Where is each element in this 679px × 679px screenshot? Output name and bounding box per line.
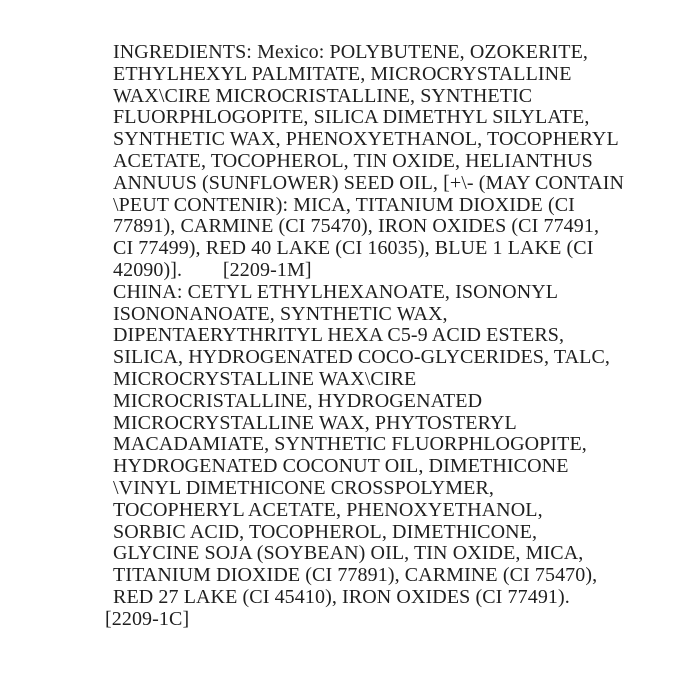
ingredients-line: MICROCRYSTALLINE WAX\CIRE (113, 367, 417, 390)
ingredients-line-china-section-start: CHINA: CETYL ETHYLHEXANOATE, ISONONYL (113, 280, 559, 303)
ingredients-line: CI 77499), RED 40 LAKE (CI 16035), BLUE 1 LAKE (CI (113, 237, 594, 260)
ingredients-line: WAX\CIRE MICROCRISTALLINE, SYNTHETIC (113, 84, 533, 107)
ingredients-line: \VINYL DIMETHICONE CROSSPOLYMER, (113, 476, 495, 499)
ingredients-text-block (105, 41, 633, 631)
ingredients-line: RED 27 LAKE (CI 45410), IRON OXIDES (CI 77491). (113, 585, 570, 608)
ingredients-line: SILICA, HYDROGENATED COCO-GLYCERIDES, TALC, (113, 346, 610, 369)
ingredients-line: MICROCRISTALLINE, HYDROGENATED (113, 389, 483, 412)
ingredients-line-china-batch-code: [2209-1C] (105, 607, 190, 630)
ingredients-line: TOCOPHERYL ACETATE, PHENOXYETHANOL, (113, 498, 543, 521)
ingredients-line-mexico-batch-code: 42090)]. [2209-1M] (113, 258, 312, 281)
ingredients-line: MICROCRYSTALLINE WAX, PHYTOSTERYL (113, 411, 517, 434)
ingredients-line: ETHYLHEXYL PALMITATE, MICROCRYSTALLINE (113, 62, 572, 85)
ingredients-line: GLYCINE SOJA (SOYBEAN) OIL, TIN OXIDE, MICA, (113, 542, 584, 565)
ingredients-line: FLUORPHLOGOPITE, SILICA DIMETHYL SILYLATE, (113, 106, 590, 129)
ingredients-line: ISONONANOATE, SYNTHETIC WAX, (113, 302, 448, 325)
ingredients-line: SYNTHETIC WAX, PHENOXYETHANOL, TOCOPHERYL (113, 128, 619, 151)
ingredients-line: TITANIUM DIOXIDE (CI 77891), CARMINE (CI 75470), (113, 564, 598, 587)
ingredients-line: ANNUUS (SUNFLOWER) SEED OIL, [+\- (MAY CONTAIN (113, 171, 625, 194)
ingredients-line: INGREDIENTS: Mexico: POLYBUTENE, OZOKERITE, (113, 41, 589, 63)
ingredients-line: 77891), CARMINE (CI 75470), IRON OXIDES (CI 77491, (113, 215, 600, 238)
ingredients-line: SORBIC ACID, TOCOPHEROL, DIMETHICONE, (113, 520, 538, 543)
ingredients-line: DIPENTAERYTHRITYL HEXA C5-9 ACID ESTERS, (113, 324, 565, 347)
ingredients-line: MACADAMIATE, SYNTHETIC FLUORPHLOGOPITE, (113, 433, 587, 456)
ingredients-line: ACETATE, TOCOPHEROL, TIN OXIDE, HELIANTHUS (113, 149, 593, 172)
ingredients-line: \PEUT CONTENIR): MICA, TITANIUM DIOXIDE (CI (113, 193, 575, 216)
ingredients-line: HYDROGENATED COCONUT OIL, DIMETHICONE (113, 455, 569, 478)
